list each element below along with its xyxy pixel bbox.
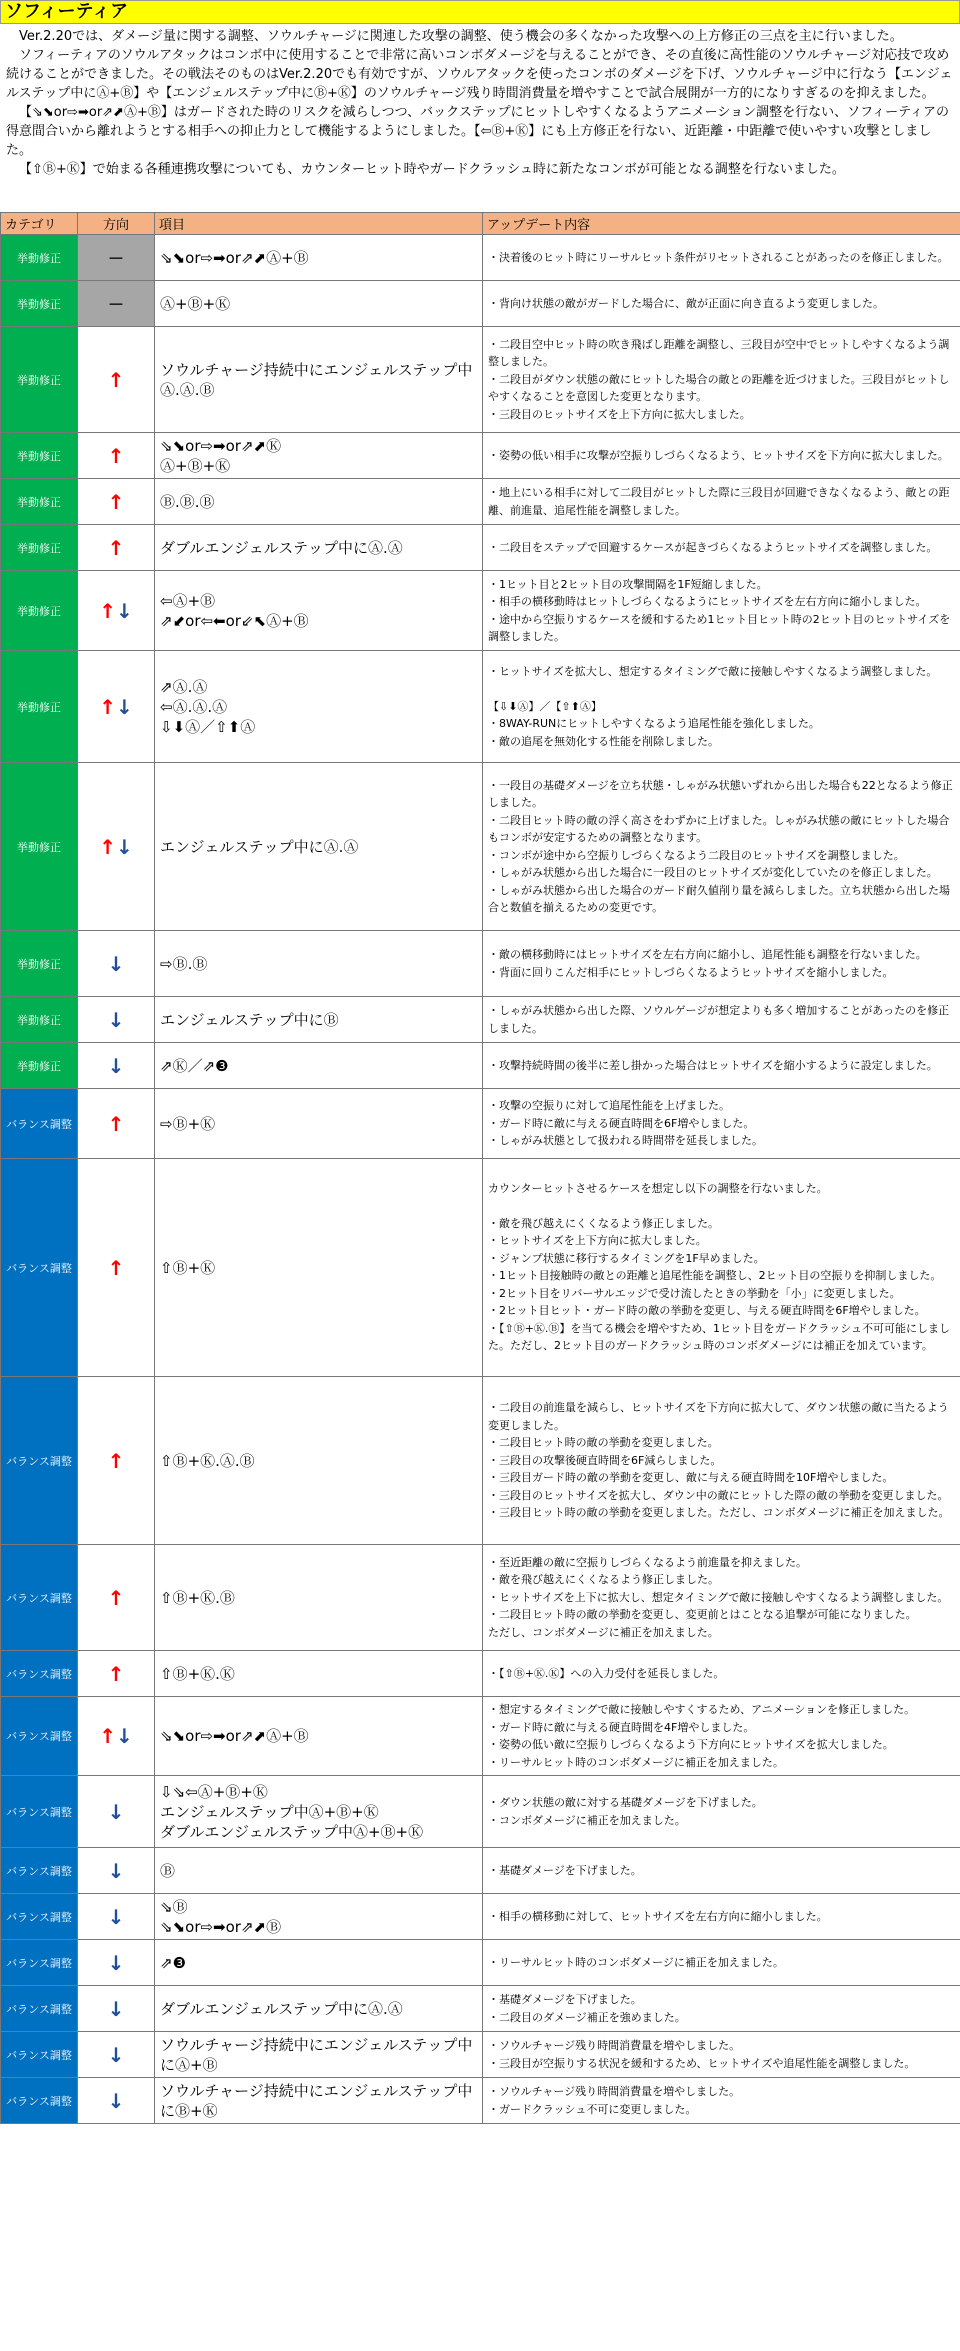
update-line: ・二段目ヒット時の敵の挙動を変更し、変更前とはことなる追撃が可能になりました。 (488, 1608, 917, 1622)
down-arrow-icon: ↓ (116, 694, 133, 719)
command-text: ダブルエンジェルステップ中にⒶ.Ⓐ (160, 538, 403, 557)
update-cell (483, 1894, 960, 1940)
down-arrow-icon: ↓ (107, 1053, 125, 1078)
update-table (0, 212, 960, 2124)
table-row (1, 651, 960, 763)
item-cell (155, 235, 483, 281)
direction-cell (78, 2078, 155, 2124)
update-cell (483, 1377, 960, 1545)
update-line (488, 681, 955, 698)
item-cell (155, 525, 483, 571)
update-line: ・想定するタイミングで敵に接触しやすくするため、アニメーションを修正しました。 (488, 1703, 916, 1716)
down-arrow-icon: ↓ (107, 2042, 125, 2067)
page-title: ソフィーティア (0, 0, 960, 24)
down-arrow-icon: ↓ (107, 1007, 125, 1032)
direction-cell (78, 1940, 155, 1986)
update-line: ・姿勢の低い敵に空振りしづらくなるよう下方向にヒットサイズを拡大しました。 (488, 1738, 894, 1751)
update-cell (483, 1089, 960, 1159)
update-line: ・ガード時に敵に与える硬直時間を6F増やしました。 (488, 1116, 755, 1130)
command-text: ⇘⬊or⇨➡or⇗⬈Ⓑ (160, 1917, 282, 1936)
up-arrow-icon: ↑ (107, 443, 125, 468)
direction-cell (78, 235, 155, 281)
item-cell (155, 571, 483, 651)
command-text: ⇘⬊or⇨➡or⇗⬈Ⓐ+Ⓑ (160, 1727, 309, 1745)
category-cell: バランス調整 (1, 1848, 78, 1894)
item-cell (155, 1545, 483, 1651)
category-cell: 挙動修正 (1, 763, 78, 931)
command-text: ⇗Ⓚ／⇗❸ (160, 1056, 229, 1075)
update-line: ・二段目がダウン状態の敵にヒットした場合の敵との距離を近づけました。三段目がヒットしやすくなることを意図した変更となります。 (488, 372, 950, 404)
category-cell: バランス調整 (1, 2078, 78, 2124)
category-cell: バランス調整 (1, 1894, 78, 1940)
header-category: カテゴリ (1, 213, 78, 235)
update-cell (483, 997, 960, 1043)
update-line: ・攻撃の空振りに対して追尾性能を上げました。 (488, 1099, 730, 1113)
table-row (1, 1894, 960, 1940)
table-row (1, 1848, 960, 1894)
update-cell (483, 651, 960, 763)
no-change-dash: － (107, 249, 124, 268)
update-line: ・相手の横移動に対して、ヒットサイズを左右方向に縮小しました。 (488, 1909, 828, 1923)
up-arrow-icon: ↑ (107, 489, 125, 514)
category-cell: バランス調整 (1, 1940, 78, 1986)
direction-cell (78, 1159, 155, 1377)
table-row (1, 281, 960, 327)
down-arrow-icon: ↓ (116, 598, 133, 623)
item-cell (155, 1089, 483, 1159)
table-row (1, 479, 960, 525)
command-text: ⇗Ⓐ.Ⓐ (160, 677, 208, 696)
command-text: ソウルチャージ持続中にエンジェルステップ中にⒶ+Ⓑ (160, 2035, 473, 2074)
update-cell (483, 1848, 960, 1894)
direction-cell (78, 1776, 155, 1848)
item-cell (155, 763, 483, 931)
update-cell (483, 1940, 960, 1986)
direction-cell (78, 327, 155, 433)
update-line: ・ジャンプ状態に移行するタイミングを1F早めました。 (488, 1251, 765, 1265)
update-line: ・二段目空中ヒット時の吹き飛ばし距離を調整し、三段目が空中でヒットしやすくなるよう調整しました。 (488, 337, 950, 369)
update-cell (483, 327, 960, 433)
update-line: ただし、コンボダメージに補正を加えました。 (488, 1625, 719, 1639)
category-cell: バランス調整 (1, 1986, 78, 2032)
update-line: ・途中から空振りするケースを緩和するため1ヒット目ヒット時の2ヒット目のヒットサイズを調整しました。 (488, 612, 951, 643)
direction-cell (78, 281, 155, 327)
update-line: ・二段目をステップで回避するケースが起きづらくなるようヒットサイズを調整しました。 (488, 540, 938, 554)
direction-cell (78, 1377, 155, 1545)
update-cell (483, 235, 960, 281)
direction-cell (78, 997, 155, 1043)
category-cell: バランス調整 (1, 1089, 78, 1159)
category-cell: バランス調整 (1, 1377, 78, 1545)
update-line: ・決着後のヒット時にリーサルヒット条件がリセットされることがあったのを修正しました。 (488, 250, 949, 264)
command-text: Ⓐ+Ⓑ+Ⓚ (160, 456, 231, 475)
table-row (1, 2078, 960, 2124)
update-line: ・姿勢の低い相手に攻撃が空振りしづらくなるよう、ヒットサイズを下方向に拡大しました。 (488, 448, 949, 462)
update-line: ・8WAY-RUNにヒットしやすくなるよう追尾性能を強化しました。 (488, 717, 820, 730)
header-item: 項目 (155, 213, 483, 235)
direction-cell (78, 1043, 155, 1089)
update-line: ・三段目ヒット時の敵の挙動を変更しました。ただし、コンボダメージに補正を加えました。 (488, 1506, 950, 1520)
update-line: ・ダウン状態の敵に対する基礎ダメージを下げました。 (488, 1796, 763, 1809)
category-cell: 挙動修正 (1, 235, 78, 281)
update-line: ・二段目の前進量を減らし、ヒットサイズを下方向に拡大して、ダウン状態の敵に当たるよう変更しました。 (488, 1401, 949, 1432)
category-cell: 挙動修正 (1, 479, 78, 525)
update-line: ・三段目のヒットサイズを上下方向に拡大しました。 (488, 407, 751, 421)
update-line: ・三段目ガード時の敵の挙動を変更し、敵に与える硬直時間を10F増やしました。 (488, 1471, 894, 1485)
update-line: ・背向け状態の敵がガードした場合に、敵が正面に向き直るよう変更しました。 (488, 296, 884, 310)
update-line: ・至近距離の敵に空振りしづらくなるよう前進量を抑えました。 (488, 1555, 807, 1569)
table-row (1, 1776, 960, 1848)
command-text: エンジェルステップ中にⒷ (160, 1010, 339, 1029)
command-text: ソウルチャージ持続中にエンジェルステップ中Ⓐ.Ⓐ.Ⓑ (160, 360, 473, 399)
down-arrow-icon: ↓ (107, 1904, 125, 1929)
header-direction: 方向 (78, 213, 155, 235)
table-row (1, 2032, 960, 2078)
item-cell (155, 1848, 483, 1894)
direction-cell (78, 1697, 155, 1776)
command-text: ダブルエンジェルステップ中Ⓐ+Ⓑ+Ⓚ (160, 1822, 424, 1841)
command-text: エンジェルステップ中Ⓐ+Ⓑ+Ⓚ (160, 1802, 379, 1821)
up-arrow-icon: ↑ (107, 1111, 125, 1136)
item-cell (155, 1894, 483, 1940)
down-arrow-icon: ↓ (107, 1858, 125, 1883)
direction-cell (78, 2032, 155, 2078)
category-cell: バランス調整 (1, 1697, 78, 1776)
item-cell (155, 1697, 483, 1776)
update-line: ・【⇧Ⓑ+Ⓚ.Ⓑ】を当てる機会を増やすため、1ヒット目をガードクラッシュ不可可能にしました。ただし、2ヒット目のガードクラッシュ時のコンボダメージには補正を加えています。 (488, 1321, 950, 1353)
command-text: ⇩⇘⇦Ⓐ+Ⓑ+Ⓚ (160, 1782, 268, 1801)
table-row (1, 1651, 960, 1697)
table-row (1, 1986, 960, 2032)
command-text: Ⓑ (160, 1861, 176, 1880)
command-text: ⇩⬇Ⓐ／⇧⬆Ⓐ (160, 717, 256, 736)
category-cell: 挙動修正 (1, 281, 78, 327)
update-line: ・ヒットサイズを上下に拡大し、想定タイミングで敵に接触しやすくなるよう調整しました。 (488, 1590, 949, 1604)
command-text: ⇨Ⓑ.Ⓑ (160, 954, 208, 973)
update-cell (483, 281, 960, 327)
direction-cell (78, 525, 155, 571)
table-row (1, 1697, 960, 1776)
table-row (1, 235, 960, 281)
update-cell (483, 571, 960, 651)
command-text: ⇘Ⓑ (160, 1897, 188, 1916)
update-line: ・ヒットサイズを上下方向に拡大しました。 (488, 1234, 707, 1248)
down-arrow-icon: ↓ (116, 834, 133, 859)
command-text: ⇧Ⓑ+Ⓚ (160, 1258, 216, 1277)
item-cell (155, 2032, 483, 2078)
item-cell (155, 1159, 483, 1377)
direction-cell (78, 1986, 155, 2032)
item-cell (155, 1377, 483, 1545)
category-cell: 挙動修正 (1, 433, 78, 479)
update-line: ・相手の横移動時はヒットしづらくなるようにヒットサイズを左右方向に縮小しました。 (488, 595, 927, 608)
item-cell (155, 651, 483, 763)
table-row (1, 997, 960, 1043)
direction-cell (78, 1848, 155, 1894)
item-cell (155, 1940, 483, 1986)
update-line: ・ガードクラッシュ不可に変更しました。 (488, 2102, 697, 2116)
update-line: ・しゃがみ状態から出した場合のガード耐久値削り量を減らしました。立ち状態から出した場合と数値を揃えるための変更です。 (488, 883, 950, 914)
command-text: Ⓐ+Ⓑ+Ⓚ (160, 294, 231, 313)
command-text: Ⓑ.Ⓑ.Ⓑ (160, 492, 215, 511)
up-arrow-icon: ↑ (107, 1661, 125, 1686)
category-cell: 挙動修正 (1, 525, 78, 571)
item-cell (155, 2078, 483, 2124)
update-line: ・1ヒット目と2ヒット目の攻撃間隔を1F短縮しました。 (488, 577, 768, 591)
command-text: ⇦Ⓐ+Ⓑ (160, 591, 216, 610)
category-cell: バランス調整 (1, 1651, 78, 1697)
command-text: ⇦Ⓐ.Ⓐ.Ⓐ (160, 697, 228, 716)
update-cell (483, 1159, 960, 1377)
update-cell (483, 2032, 960, 2078)
table-row (1, 763, 960, 931)
item-cell (155, 433, 483, 479)
item-cell (155, 479, 483, 525)
update-line: ・敵の追尾を無効化する性能を削除しました。 (488, 734, 719, 748)
update-cell (483, 1776, 960, 1848)
update-line: ・ソウルチャージ残り時間消費量を増やしました。 (488, 2039, 741, 2052)
table-row (1, 1159, 960, 1377)
update-cell (483, 479, 960, 525)
update-cell (483, 1545, 960, 1651)
category-cell: バランス調整 (1, 1159, 78, 1377)
direction-cell (78, 479, 155, 525)
update-line: ・基礎ダメージを下げました。 (488, 1863, 642, 1877)
update-line: ・【⇧Ⓑ+Ⓚ.Ⓚ】への入力受付を延長しました。 (488, 1666, 725, 1680)
update-line: ・二段目のダメージ補正を強めました。 (488, 2010, 686, 2024)
intro-paragraph: Ver.2.20では、ダメージ量に関する調整、ソウルチャージに関連した攻撃の調整、使う機会の多くなかった攻撃への上方修正の三点を主に行いました。 (19, 29, 903, 44)
up-arrow-icon: ↑ (99, 694, 116, 719)
item-cell (155, 281, 483, 327)
update-line: ・一段目の基礎ダメージを立ち状態・しゃがみ状態いずれから出した場合も22となるよう修正しました。 (488, 778, 953, 809)
update-cell (483, 1697, 960, 1776)
no-change-dash: － (107, 295, 124, 314)
up-arrow-icon: ↑ (107, 535, 125, 560)
up-arrow-icon: ↑ (107, 1448, 125, 1473)
update-line: ・リーサルヒット時のコンボダメージに補正を加えました。 (488, 1955, 784, 1969)
update-cell (483, 433, 960, 479)
up-arrow-icon: ↑ (107, 367, 125, 392)
update-line: ・基礎ダメージを下げました。 (488, 1993, 642, 2006)
update-line: ・1ヒット目接触時の敵との距離と追尾性能を調整し、2ヒット目の空振りを抑制しました。 (488, 1269, 942, 1283)
update-cell (483, 1986, 960, 2032)
up-arrow-icon: ↑ (107, 1585, 125, 1610)
item-cell (155, 931, 483, 997)
header-update: アップデート内容 (483, 213, 960, 235)
category-cell: バランス調整 (1, 1545, 78, 1651)
intro-paragraph: 【⇧Ⓑ+Ⓚ】で始まる各種連携攻撃についても、カウンターヒット時やガードクラッシュ時に新たなコンボが可能となる調整を行ないました。 (19, 162, 845, 177)
table-row (1, 1089, 960, 1159)
update-line: ・コンボが途中から空振りしづらくなるよう二段目のヒットサイズを調整しました。 (488, 848, 905, 862)
item-cell (155, 997, 483, 1043)
direction-cell (78, 1894, 155, 1940)
command-text: ⇗⬋or⇦⬅or⇙⬉Ⓐ+Ⓑ (160, 611, 309, 630)
update-cell (483, 1043, 960, 1089)
category-cell: 挙動修正 (1, 997, 78, 1043)
update-cell (483, 763, 960, 931)
item-cell (155, 327, 483, 433)
update-cell (483, 525, 960, 571)
update-line: ・三段目の攻撃後硬直時間を6F減らしました。 (488, 1453, 722, 1467)
direction-cell (78, 763, 155, 931)
direction-cell (78, 1089, 155, 1159)
update-line: 【⇩⬇Ⓐ】／【⇧⬆Ⓐ】 (488, 699, 602, 713)
update-line: ・敵を飛び越えにくくなるよう修正しました。 (488, 1216, 719, 1230)
update-line: ・しゃがみ状態として扱われる時間帯を延長しました。 (488, 1134, 763, 1148)
command-text: ⇘⬊or⇨➡or⇗⬈Ⓐ+Ⓑ (160, 248, 309, 267)
intro-text (0, 24, 960, 212)
update-line: ・ヒットサイズを拡大し、想定するタイミングで敵に接触しやすくなるよう調整しました。 (488, 665, 938, 678)
update-line: ・2ヒット目をリバーサルエッジで受け流したときの挙動を「小」に変更しました。 (488, 1286, 901, 1300)
command-text: ⇧Ⓑ+Ⓚ.Ⓚ (160, 1664, 235, 1683)
category-cell: バランス調整 (1, 1776, 78, 1848)
up-arrow-icon: ↑ (99, 834, 116, 859)
table-row (1, 1545, 960, 1651)
item-cell (155, 1986, 483, 2032)
direction-cell (78, 571, 155, 651)
update-line: カウンターヒットさせるケースを想定し以下の調整を行ないました。 (488, 1182, 828, 1196)
update-line: ・地上にいる相手に対して二段目がヒットした際に三段目が回避できなくなるよう、敵との距離、前進量、追尾性能を調整しました。 (488, 486, 950, 517)
table-row (1, 1940, 960, 1986)
direction-cell (78, 1651, 155, 1697)
down-arrow-icon: ↓ (107, 1799, 125, 1824)
category-cell: バランス調整 (1, 2032, 78, 2078)
category-cell: 挙動修正 (1, 1043, 78, 1089)
down-arrow-icon: ↓ (107, 951, 125, 976)
up-arrow-icon: ↑ (107, 1255, 125, 1280)
update-line: ・しゃがみ状態から出した場合に一段目のヒットサイズが変化していたのを修正しました。 (488, 866, 938, 879)
category-cell: 挙動修正 (1, 327, 78, 433)
table-row (1, 1043, 960, 1089)
update-line: ・ガード時に敵に与える硬直時間を4F増やしました。 (488, 1720, 755, 1734)
update-line: ・コンボダメージに補正を加えました。 (488, 1813, 686, 1827)
down-arrow-icon: ↓ (107, 1996, 125, 2021)
command-text: エンジェルステップ中にⒶ.Ⓐ (160, 837, 359, 856)
command-text: ⇧Ⓑ+Ⓚ.Ⓑ (160, 1588, 235, 1607)
direction-cell (78, 1545, 155, 1651)
table-header-row (1, 213, 960, 235)
command-text: ソウルチャージ持続中にエンジェルステップ中にⒷ+Ⓚ (160, 2081, 473, 2120)
update-line: ・三段目のヒットサイズを拡大し、ダウン中の敵にヒットした際の敵の挙動を変更しました。 (488, 1488, 949, 1502)
update-line: ・敵の横移動時にはヒットサイズを左右方向に縮小し、追尾性能も調整を行ないました。 (488, 948, 927, 961)
category-cell: 挙動修正 (1, 931, 78, 997)
table-row (1, 525, 960, 571)
command-text: ダブルエンジェルステップ中にⒶ.Ⓐ (160, 1999, 403, 2018)
intro-paragraph: 【⇘⬊or⇨➡or⇗⬈Ⓐ+Ⓑ】はガードされた時のリスクを減らしつつ、バックステップにヒットしやすくなるようアニメーション調整を行ない、ソフィーティアの得意間合いから離れようとする相手への抑止力として機能するようにしました。【⇦Ⓑ+Ⓚ】にも上方修正を行ない、近距離・中距離で使いやすい攻撃としました。 (6, 105, 950, 158)
command-text: ⇗❸ (160, 1953, 187, 1972)
update-line (488, 1198, 955, 1215)
update-line: ・ソウルチャージ残り時間消費量を増やしました。 (488, 2085, 741, 2098)
update-line: ・背面に回りこんだ相手にヒットしづらくなるようヒットサイズを縮小しました。 (488, 965, 894, 979)
table-row (1, 931, 960, 997)
command-text: ⇨Ⓑ+Ⓚ (160, 1114, 216, 1133)
table-row (1, 571, 960, 651)
command-text: ⇘⬊or⇨➡or⇗⬈Ⓚ (160, 436, 282, 455)
update-cell (483, 1651, 960, 1697)
update-line: ・しゃがみ状態から出した際、ソウルゲージが想定よりも多く増加することがあったのを修正しました。 (488, 1004, 950, 1035)
direction-cell (78, 433, 155, 479)
intro-paragraph: ソフィーティアのソウルアタックはコンボ中に使用することで非常に高いコンボダメージを与えることができ、その直後に高性能のソウルチャージ対応技で攻め続けることができました。その戦法そのものはVer.2.20でも有効ですが、ソウルアタックを使ったコンボのダメージを下げ、ソウルチャージ中に行なう【エンジェルステップ中にⒶ+Ⓑ】や【エンジェルステップ中にⒷ+Ⓚ】のソウルチャージ残り時間消費量を増やすことで試合展開が一方的になりすぎるのを抑えました。 (6, 48, 953, 101)
down-arrow-icon: ↓ (107, 1950, 125, 1975)
category-cell: 挙動修正 (1, 651, 78, 763)
update-line: ・2ヒット目ヒット・ガード時の敵の挙動を変更し、与える硬直時間を6F増やしました。 (488, 1304, 926, 1318)
table-row (1, 327, 960, 433)
update-line: ・二段目ヒット時の敵の浮く高さをわずかに上げました。しゃがみ状態の敵にヒットした場合もコンボが安定するための調整となります。 (488, 813, 950, 844)
item-cell (155, 1043, 483, 1089)
down-arrow-icon: ↓ (107, 2088, 125, 2113)
item-cell (155, 1776, 483, 1848)
table-row (1, 1377, 960, 1545)
category-cell: 挙動修正 (1, 571, 78, 651)
direction-cell (78, 931, 155, 997)
direction-cell (78, 651, 155, 763)
up-arrow-icon: ↑ (99, 598, 116, 623)
command-text: ⇧Ⓑ+Ⓚ.Ⓐ.Ⓑ (160, 1451, 255, 1470)
table-row (1, 433, 960, 479)
up-arrow-icon: ↑ (99, 1724, 116, 1748)
item-cell (155, 1651, 483, 1697)
update-line: ・リーサルヒット時のコンボダメージに補正を加えました。 (488, 1755, 784, 1769)
update-cell (483, 2078, 960, 2124)
update-cell (483, 931, 960, 997)
update-line: ・三段目が空振りする状況を緩和するため、ヒットサイズや追尾性能を調整しました。 (488, 2056, 916, 2070)
update-line: ・敵を飛び越えにくくなるよう修正しました。 (488, 1573, 719, 1587)
update-line: ・二段目ヒット時の敵の挙動を変更しました。 (488, 1436, 719, 1450)
down-arrow-icon: ↓ (116, 1724, 133, 1748)
update-line: ・攻撃持続時間の後半に差し掛かった場合はヒットサイズを縮小するように設定しました。 (488, 1058, 938, 1072)
